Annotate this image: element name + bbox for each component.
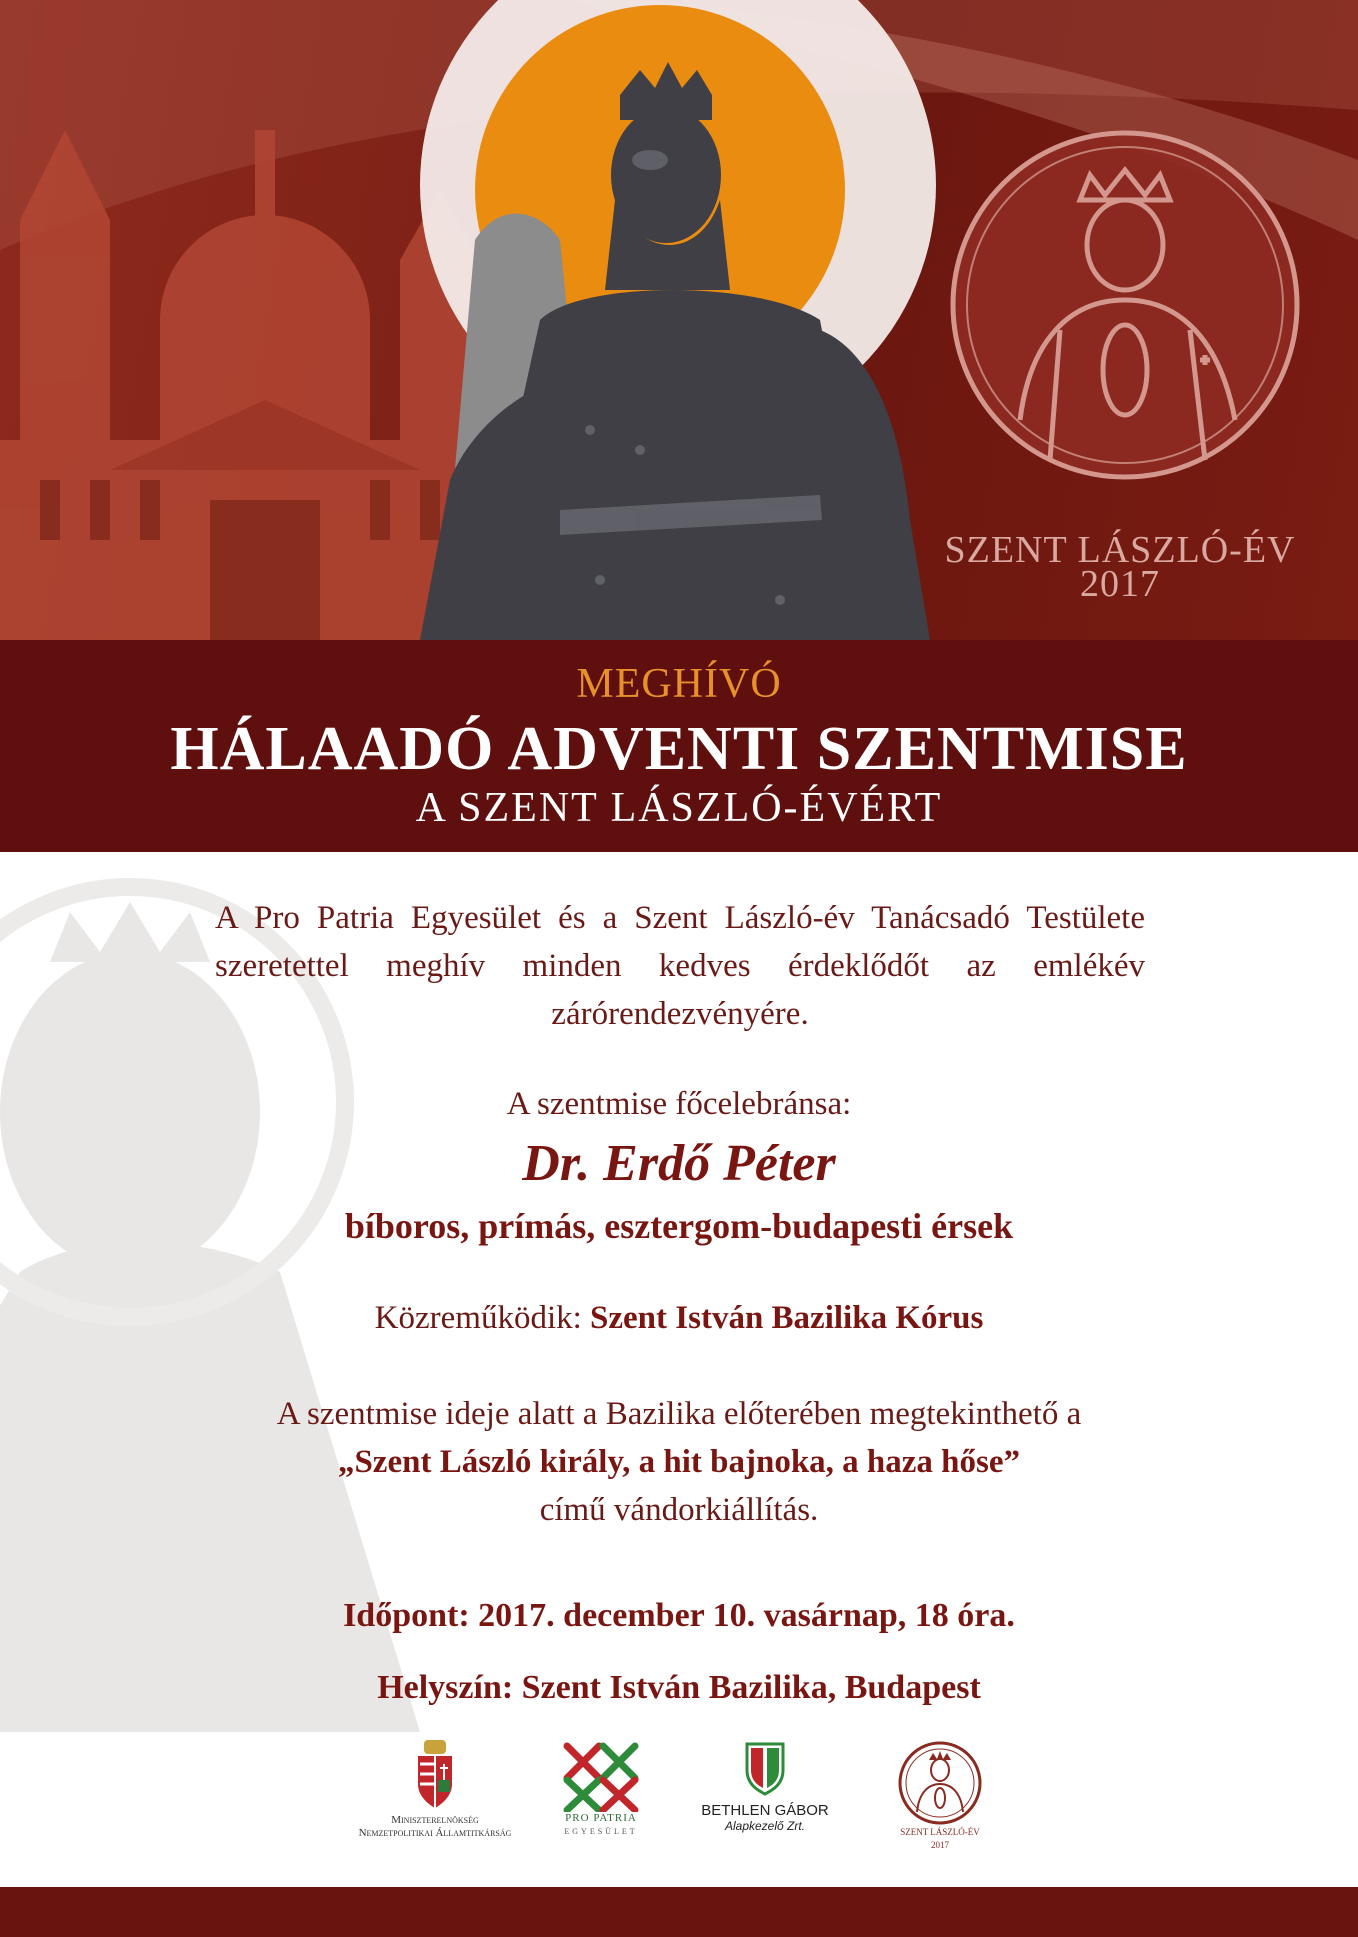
pro-patria-logo: [548, 1740, 654, 1838]
bethlen-subtitle: Alapkezelő Zrt.: [724, 1819, 806, 1833]
ministry-logo: [330, 1740, 540, 1840]
pro-patria-cross-pattern-icon: [561, 1740, 641, 1812]
event-title: HÁLAADÓ ADVENTI SZENTMISE: [170, 715, 1188, 783]
event-date-time: Időpont: 2017. december 10. vasárnap, 18 óra.: [343, 1597, 1015, 1634]
seal-title: SZENT LÁSZLÓ-ÉV: [944, 529, 1296, 571]
exhibit-intro: A szentmise ideje alatt a Bazilika előterében megtekinthető a: [276, 1396, 1082, 1432]
celebrant-title: bíboros, prímás, esztergom-budapesti érsek: [344, 1206, 1014, 1246]
szent-laszlo-seal-icon: [897, 1740, 983, 1826]
hungarian-coat-of-arms-icon: [414, 1740, 456, 1810]
choir-name: Szent István Bazilika Kórus: [590, 1300, 984, 1336]
sponsor-logos: [0, 1732, 1358, 1887]
szent-laszlo-ev-seal-large: [953, 133, 1297, 477]
exhibit-tail: című vándorkiállítás.: [539, 1492, 819, 1528]
pro-patria-name: PRO PATRIA: [565, 1812, 637, 1824]
title-band: [0, 640, 1358, 852]
event-subtitle: A SZENT LÁSZLÓ-ÉVÉRT: [415, 785, 943, 831]
seal-logo-title: SZENT LÁSZLÓ-ÉV: [900, 1827, 980, 1837]
szent-laszlo-ev-logo: [880, 1740, 1000, 1852]
celebrant-label: A szentmise főcelebránsa:: [506, 1086, 852, 1122]
ministry-subtitle: Nemzetpolitikai Államtitkárság: [358, 1827, 512, 1839]
seal-year: 2017: [1080, 563, 1160, 605]
pro-patria-subtitle: EGYESÜLET: [564, 1827, 638, 1836]
bethlen-gabor-logo: [690, 1740, 840, 1833]
invitation-body: [0, 852, 1358, 1732]
bethlen-shield-icon: [743, 1740, 787, 1796]
celebrant-name: Dr. Erdő Péter: [522, 1135, 836, 1192]
invitation-label: MEGHÍVÓ: [576, 661, 782, 707]
seal-logo-year: 2017: [931, 1840, 949, 1850]
exhibit-title: „Szent László király, a hit bajnoka, a haza hőse”: [337, 1444, 1021, 1480]
choir-line: [200, 1294, 1158, 1342]
hero-banner: [0, 0, 1358, 640]
footer-bar: [0, 1887, 1358, 1937]
intro-paragraph: A Pro Patria Egyesület és a Szent László-év Tanácsadó Testülete szeretettel meghív minden kedves érdeklődőt az emlékév zárórendezvényére.: [215, 900, 1145, 1032]
bethlen-name: BETHLEN GÁBOR: [701, 1802, 829, 1819]
ministry-name: Miniszterelnökség: [391, 1814, 479, 1826]
choir-label: Közreműködik:: [374, 1300, 582, 1336]
event-location: Helyszín: Szent István Bazilika, Budapest: [377, 1669, 981, 1706]
